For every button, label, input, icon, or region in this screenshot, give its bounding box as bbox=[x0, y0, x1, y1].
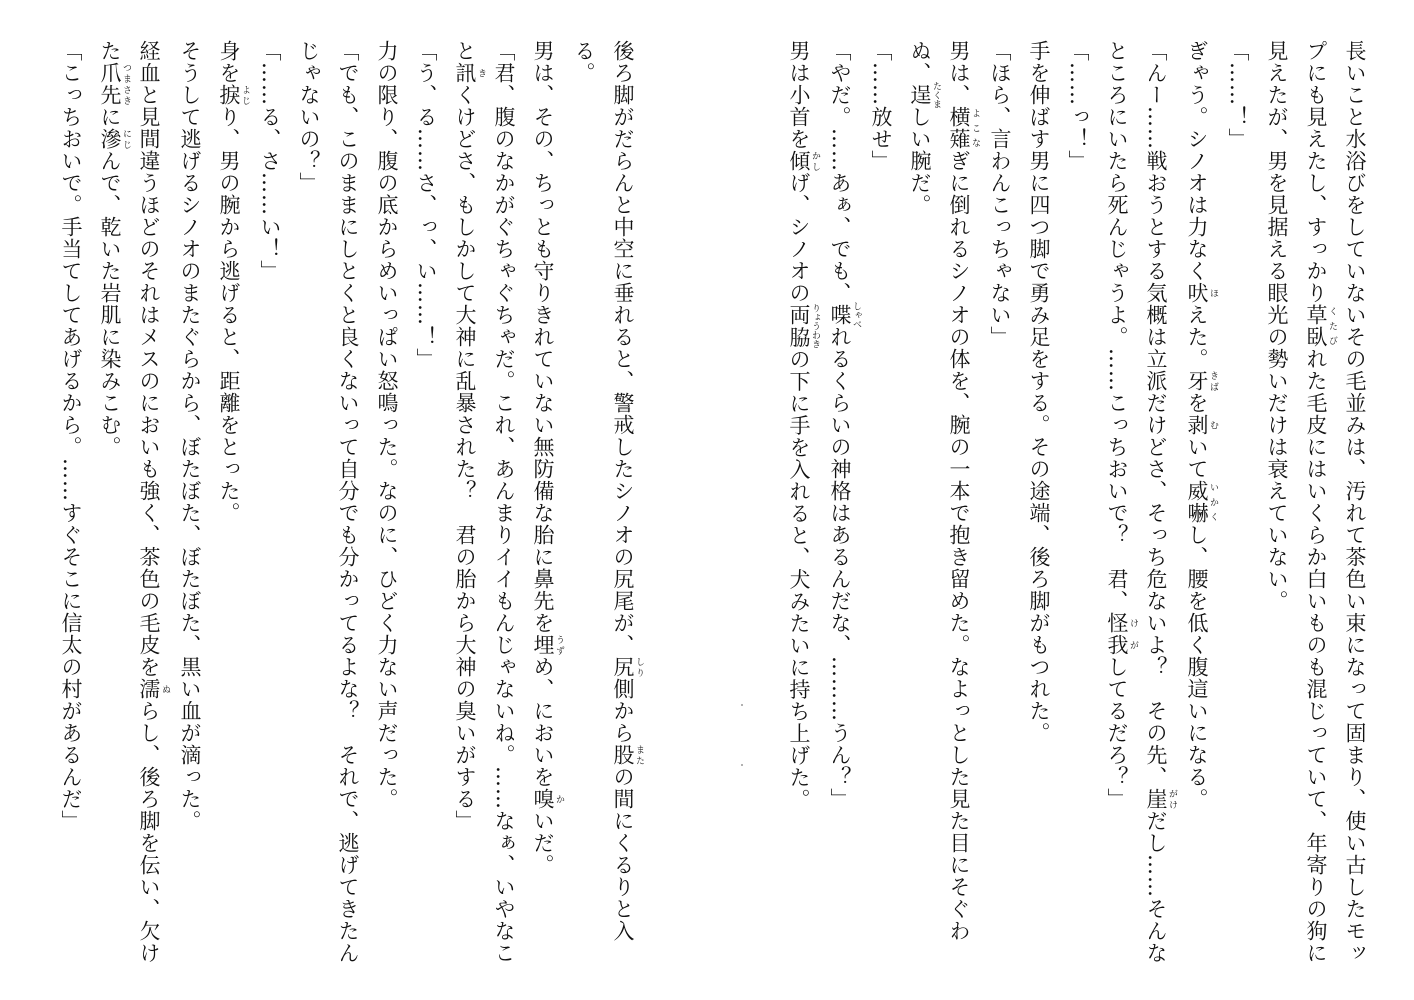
ruby-reading: がけ bbox=[1167, 788, 1177, 810]
paragraph bbox=[1257, 40, 1374, 970]
text-run: 力の限り、腹の底からめいっぱい怒鳴った。なのに、ひどく力ない声だった。 bbox=[375, 40, 399, 810]
ruby-base: 埋 bbox=[531, 634, 555, 656]
ruby-base: 牙 bbox=[1185, 370, 1209, 392]
ruby-reading: いかく bbox=[1208, 480, 1218, 524]
text-run: 男は小首を bbox=[787, 40, 811, 150]
text-run: を bbox=[1185, 392, 1209, 414]
text-run: そうして逃げるシノオのまたぐらから、ぼたぼた、ぼたぼた、黒い血が滴った。 bbox=[178, 40, 202, 832]
ruby-reading: たくま bbox=[931, 81, 941, 109]
text-run: り、男の腕から逃げると、距離をとった。 bbox=[217, 106, 241, 524]
text-run: 経血と見間違うほどのそれはメスのにおいも強く、茶色の毛皮を bbox=[137, 40, 161, 678]
text-run: 「……る、さ……い！」 bbox=[258, 40, 282, 282]
ruby-word bbox=[98, 62, 131, 106]
ruby-base: 濡 bbox=[137, 678, 161, 700]
text-run: してるだろ？」 bbox=[1105, 656, 1129, 810]
ruby-word bbox=[1185, 414, 1218, 436]
text-run: げ、シノオの bbox=[787, 172, 811, 304]
ruby-reading: きば bbox=[1208, 370, 1218, 392]
ruby-base: 滲 bbox=[98, 128, 122, 150]
left-page-text bbox=[4, 40, 644, 970]
paragraph bbox=[90, 40, 170, 970]
text-run: 「……っ！」 bbox=[1066, 40, 1090, 172]
text-run: えた。 bbox=[1185, 304, 1209, 370]
ruby-base: 股 bbox=[611, 744, 635, 766]
ruby-word bbox=[531, 634, 564, 656]
text-run: いだ。 bbox=[531, 810, 555, 876]
gutter-mark bbox=[741, 704, 743, 706]
ruby-reading: ぬ bbox=[160, 678, 170, 700]
ruby-word bbox=[1185, 282, 1218, 304]
text-run: だし……そんなところにいたら死んじゃうよ。……こっちおいで？ 君、 bbox=[1105, 40, 1168, 964]
paragraph bbox=[209, 40, 250, 970]
text-run: 「君、腹のなかがぐちゃぐちゃだ。これ、あんまりイイもんじゃないね。……なぁ、いやなこと bbox=[453, 40, 516, 964]
text-run: れた毛皮にはいくらか白いものも混じっていて、年寄りの狗に見えたが、男を見据える眼光の勢いだけは衰えていない。 bbox=[1265, 40, 1328, 964]
ruby-base: 訊 bbox=[453, 62, 477, 84]
ruby-base: 草臥 bbox=[1304, 304, 1328, 348]
ruby-reading: うず bbox=[554, 634, 564, 656]
paragraph bbox=[289, 40, 367, 970]
paragraph bbox=[367, 40, 406, 970]
ruby-word bbox=[1304, 304, 1337, 348]
ruby-reading: む bbox=[1208, 414, 1218, 436]
text-run: 「んー……戦おうとする気概は立派だけどさ、そっち危ないよ？ その先、 bbox=[1144, 40, 1168, 788]
ruby-reading: けが bbox=[1128, 612, 1138, 656]
text-run: め、においを bbox=[531, 656, 555, 788]
paragraph bbox=[406, 40, 445, 970]
ruby-word bbox=[787, 303, 820, 349]
ruby-reading: つまさき bbox=[121, 62, 131, 106]
ruby-reading: よじ bbox=[240, 84, 250, 106]
paragraph bbox=[1019, 40, 1058, 970]
ruby-base: 尻 bbox=[611, 656, 635, 678]
ruby-base: 喋 bbox=[828, 301, 852, 329]
text-run: 身を bbox=[217, 40, 241, 84]
text-run: 後ろ脚がだらんと中空に垂れると、警戒したシノオの尻尾が、 bbox=[611, 40, 635, 656]
ruby-reading: よこな bbox=[970, 106, 980, 150]
text-run: 「やだ。……あぁ、でも、 bbox=[828, 40, 852, 304]
text-run: くけどさ、もしかして大神に乱暴された？ 君の胎から大神の臭いがする」 bbox=[453, 84, 477, 832]
text-run: 「う、る……さ、っ、い……！」 bbox=[414, 40, 438, 370]
ruby-base: 崖 bbox=[1144, 788, 1168, 810]
text-run: れるくらいの神格はあるんだな、………うん？」 bbox=[828, 326, 852, 810]
ruby-reading: か bbox=[554, 788, 564, 810]
paragraph bbox=[170, 40, 209, 970]
ruby-word bbox=[611, 744, 644, 766]
text-run: 側から bbox=[611, 678, 635, 744]
text-run: 「……！」 bbox=[1226, 40, 1250, 150]
ruby-word bbox=[1144, 788, 1177, 810]
text-run: 「ほら、言わんこっちゃない」 bbox=[988, 40, 1012, 348]
text-run: いて bbox=[1185, 436, 1209, 480]
ruby-word bbox=[453, 62, 486, 84]
ruby-word bbox=[1185, 370, 1218, 392]
paragraph bbox=[523, 40, 564, 970]
text-run: し、腰を低く腹這いになる。 bbox=[1185, 524, 1209, 810]
paragraph bbox=[51, 40, 90, 970]
ruby-reading: ほ bbox=[1208, 282, 1218, 304]
paragraph bbox=[900, 40, 980, 970]
ruby-base: 威嚇 bbox=[1185, 480, 1209, 524]
ruby-base: 吠 bbox=[1185, 282, 1209, 304]
ruby-word bbox=[908, 81, 941, 109]
ruby-word bbox=[1105, 612, 1138, 656]
ruby-word bbox=[828, 301, 861, 329]
ruby-base: 爪先 bbox=[98, 62, 122, 106]
text-run: 男は、その、ちっとも守りきれていない無防備な胎に鼻先を bbox=[531, 40, 555, 634]
ruby-word bbox=[217, 84, 250, 106]
ruby-word bbox=[1185, 480, 1218, 524]
text-run: に bbox=[98, 106, 122, 128]
text-run: んで、乾いた岩肌に染みこむ。 bbox=[98, 150, 122, 458]
ruby-reading: しり bbox=[634, 656, 644, 678]
ruby-reading: にじ bbox=[121, 128, 131, 150]
ruby-base: 怪我 bbox=[1105, 612, 1129, 656]
ruby-reading: かし bbox=[810, 150, 820, 172]
text-run: 「……放せ」 bbox=[869, 40, 893, 172]
ruby-base: 傾 bbox=[787, 150, 811, 172]
ruby-reading: き bbox=[476, 62, 486, 84]
paragraph bbox=[861, 40, 900, 970]
ruby-base: 剥 bbox=[1185, 414, 1209, 436]
paragraph bbox=[1218, 40, 1257, 970]
text-run: の間にくるりと入る。 bbox=[572, 40, 635, 942]
paragraph bbox=[250, 40, 289, 970]
ruby-reading: また bbox=[634, 744, 644, 766]
ruby-reading: くたび bbox=[1327, 304, 1337, 348]
paragraph bbox=[445, 40, 523, 970]
text-run: 長いこと水浴びをしていないその毛並みは、汚れて茶色い束になって固まり、使い古したモップにも見えたし、すっかり bbox=[1304, 40, 1367, 964]
text-run: 手を伸ばす男に四つ脚で勇み足をする。その途端、後ろ脚がもつれた。 bbox=[1027, 40, 1051, 744]
ruby-reading: しゃべ bbox=[851, 301, 861, 329]
paragraph bbox=[1058, 40, 1097, 970]
ruby-word bbox=[98, 128, 131, 150]
gutter-mark bbox=[741, 764, 743, 766]
text-run: 「でも、このままにしとくと良くないって自分でも分かってるよな？ それで、逃げてきたんじゃないの？」 bbox=[297, 40, 360, 964]
paragraph bbox=[820, 40, 861, 970]
text-run: 「こっちおいで。手当てしてあげるから。……すぐそこに信太の村があるんだ」 bbox=[59, 40, 83, 832]
ruby-word bbox=[787, 150, 820, 172]
ruby-word bbox=[137, 678, 170, 700]
text-run: の下に手を入れると、犬みたいに持ち上げた。 bbox=[787, 348, 811, 811]
text-run: しい腕だ。 bbox=[908, 106, 932, 216]
ruby-base: 両脇 bbox=[787, 303, 811, 349]
text-run: 男は、 bbox=[947, 40, 971, 106]
paragraph bbox=[564, 40, 644, 970]
paragraph bbox=[1177, 40, 1218, 970]
text-run: ぎゃう。シノオは力なく bbox=[1185, 40, 1209, 282]
paragraph bbox=[1097, 40, 1177, 970]
paragraph bbox=[779, 40, 820, 970]
ruby-base: 嗅 bbox=[531, 788, 555, 810]
ruby-word bbox=[947, 106, 980, 150]
text-run: らし、後ろ脚を伝い、欠けた bbox=[98, 40, 161, 964]
ruby-base: 横薙 bbox=[947, 106, 971, 150]
ruby-word bbox=[611, 656, 644, 678]
right-page-text bbox=[734, 40, 1374, 970]
ruby-reading: りょうわき bbox=[810, 303, 820, 349]
paragraph bbox=[980, 40, 1019, 970]
text-run: ぎに倒れるシノオの体を、腕の一本で抱き留めた。なよっとした見た目にそぐわぬ、 bbox=[908, 40, 971, 942]
ruby-base: 捩 bbox=[217, 84, 241, 106]
ruby-base: 逞 bbox=[908, 81, 932, 109]
ruby-word bbox=[531, 788, 564, 810]
